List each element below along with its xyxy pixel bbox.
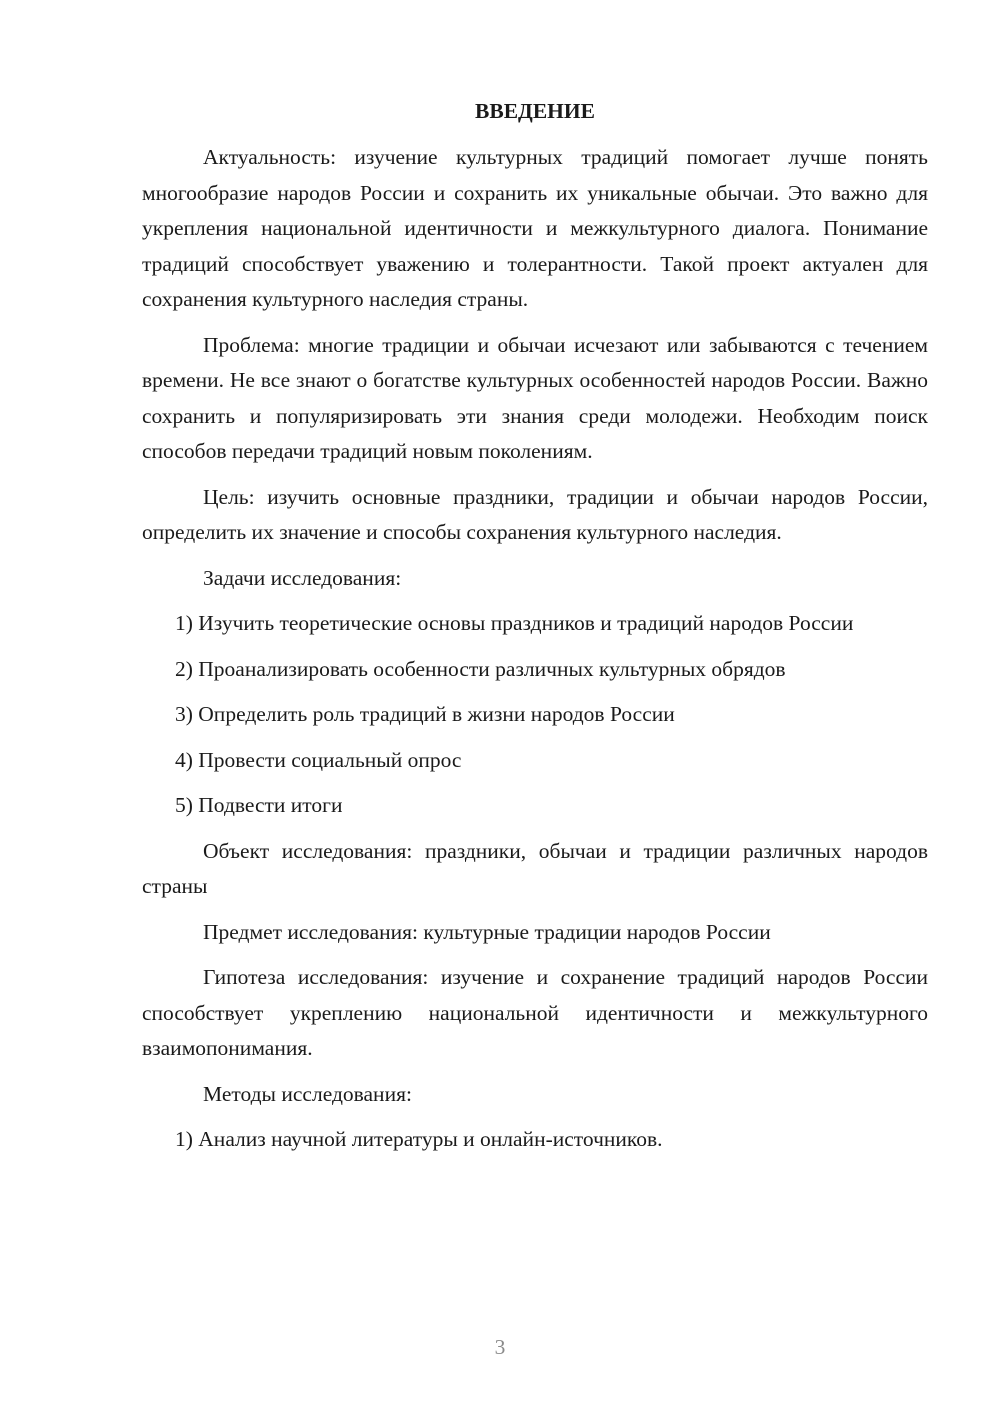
tasks-heading: Задачи исследования: bbox=[203, 565, 402, 590]
method-item-1: 1) Анализ научной литературы и онлайн-источников. bbox=[175, 1127, 663, 1151]
methods-heading: Методы исследования: bbox=[203, 1081, 412, 1106]
task-item-2: 2) Проанализировать особенности различных культурных обрядов bbox=[175, 656, 786, 681]
task-item-4: 4) Провести социальный опрос bbox=[175, 747, 462, 772]
subject-paragraph: Предмет исследования: культурные традиции народов России bbox=[203, 919, 771, 944]
page-title: ВВЕДЕНИЕ bbox=[475, 99, 595, 123]
task-item-5: 5) Подвести итоги bbox=[175, 793, 343, 817]
task-item-3: 3) Определить роль традиций в жизни народов России bbox=[175, 702, 675, 726]
problem-paragraph: Проблема: многие традиции и обычаи исчезают или забываются с течением времени. Не все знают о богатстве культурных особенностей народов России. Важно сохранить и популяризировать эти знания среди молодежи. Необходим поиск способов передачи традиций новым поколениям. bbox=[142, 332, 928, 463]
task-item-1: 1) Изучить теоретические основы праздников и традиций народов России bbox=[175, 611, 854, 635]
hypothesis-paragraph: Гипотеза исследования: изучение и сохранение традиций народов России способствует укреплению национальной идентичности и межкультурного взаимопонимания. bbox=[142, 965, 928, 1060]
document-page bbox=[142, 96, 928, 1168]
page-number: 3 bbox=[494, 1335, 506, 1359]
object-paragraph: Объект исследования: праздники, обычаи и традиции различных народов страны bbox=[142, 838, 928, 898]
relevance-paragraph: Актуальность: изучение культурных традиций помогает лучше понять многообразие народов России и сохранить их уникальные обычаи. Это важно для укрепления национальной идентичности и межкультурного диалога. Понимание традиций способствует уважению и толерантности. Такой проект актуален для сохранения культурного наследия страны. bbox=[142, 145, 928, 311]
goal-paragraph: Цель: изучить основные праздники, традиции и обычаи народов России, определить их значение и способы сохранения культурного наследия. bbox=[142, 484, 928, 544]
